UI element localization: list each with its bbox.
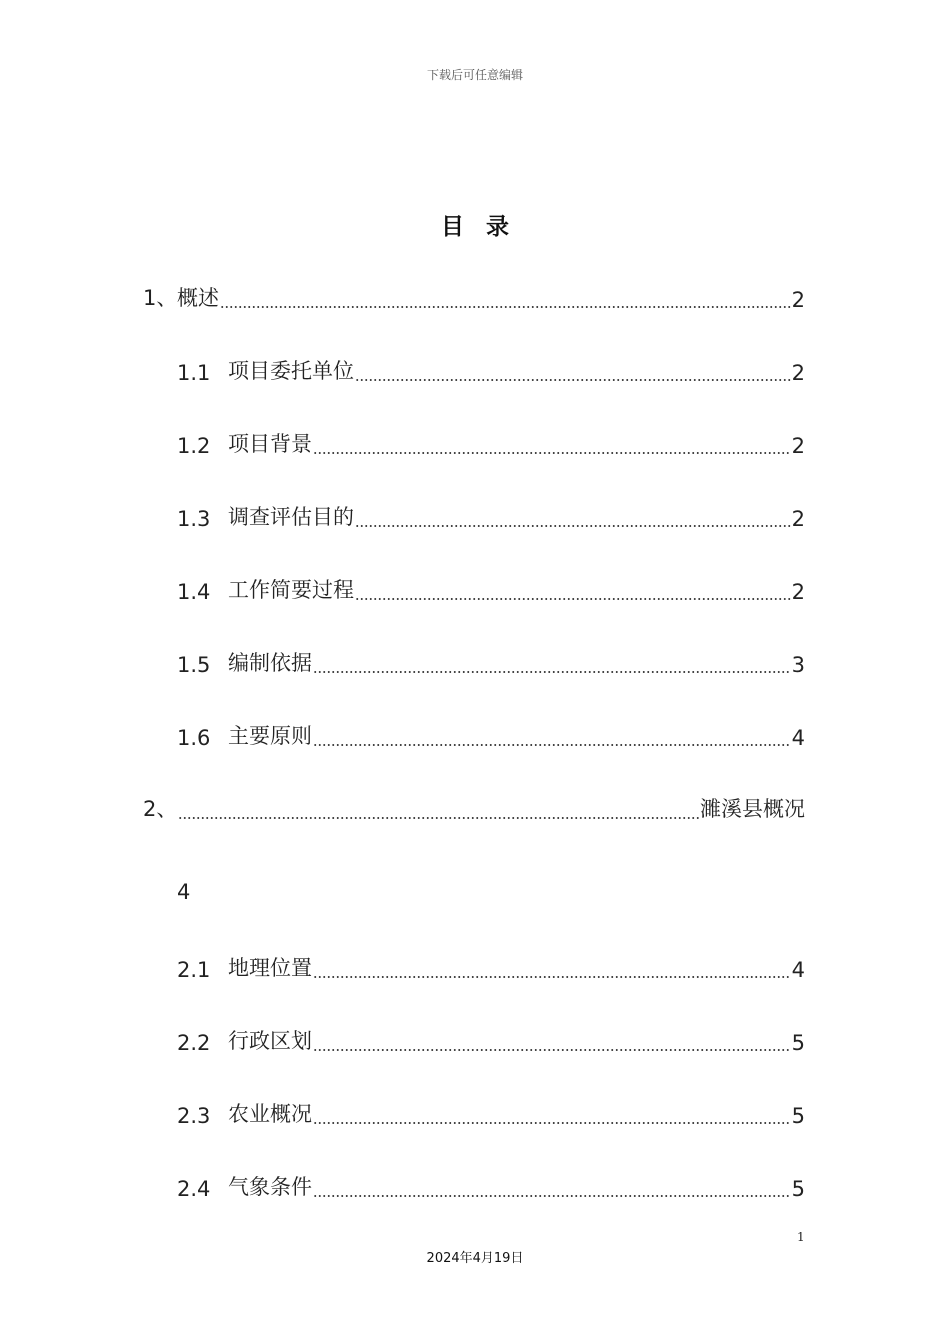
toc-entry-title: 编制依据 xyxy=(228,651,312,675)
toc-entry-page: 5 xyxy=(791,1104,805,1128)
dot-leader xyxy=(355,504,791,528)
toc-entry-title: 工作简要过程 xyxy=(228,578,354,602)
toc-entry-title: 概述 xyxy=(177,286,219,310)
dot-leader xyxy=(313,1028,791,1052)
toc-entry-number: 2.2 xyxy=(177,1031,211,1055)
toc-entry-title: 濉溪县概况 xyxy=(700,797,805,821)
toc-entry-page: 2 xyxy=(791,361,805,385)
dot-leader xyxy=(313,650,791,674)
toc-entry-number: 1.6 xyxy=(177,726,211,750)
dot-leader xyxy=(313,1101,791,1125)
toc-entry-page: 2 xyxy=(791,434,805,458)
toc-entry[interactable] xyxy=(177,428,805,458)
toc-entry-number: 1、 xyxy=(143,286,178,310)
toc-entry-number: 2、 xyxy=(143,797,178,821)
dot-leader xyxy=(355,577,791,601)
toc-entry[interactable] xyxy=(177,952,805,982)
toc-entry-page: 4 xyxy=(791,726,805,750)
dot-leader xyxy=(313,723,791,747)
toc-entry-page: 2 xyxy=(791,288,805,312)
dot-leader xyxy=(313,955,791,979)
toc-entry-title: 气象条件 xyxy=(228,1175,312,1199)
toc-entry-page: 4 xyxy=(791,958,805,982)
toc-entry-number: 1.2 xyxy=(177,434,211,458)
toc-entry[interactable] xyxy=(177,720,805,750)
toc-entry-page: 5 xyxy=(791,1177,805,1201)
toc-entry[interactable] xyxy=(143,282,805,312)
toc-entry-page: 2 xyxy=(791,507,805,531)
toc-title xyxy=(0,208,950,241)
toc-entry[interactable] xyxy=(177,1171,805,1201)
dot-leader xyxy=(355,358,791,382)
header-note: 下载后可任意编辑 xyxy=(426,68,523,82)
toc-entry-title: 项目背景 xyxy=(228,432,312,456)
toc-entry-number: 1.3 xyxy=(177,507,211,531)
toc-entry-page: 3 xyxy=(791,653,805,677)
toc-entry-page: 2 xyxy=(791,580,805,604)
toc-entry-number: 1.5 xyxy=(177,653,211,677)
toc-entry[interactable] xyxy=(177,1025,805,1055)
dot-leader xyxy=(313,431,791,455)
toc-title-char: 录 xyxy=(486,214,509,240)
toc-entry-title: 主要原则 xyxy=(228,724,312,748)
toc-entry-number: 2.3 xyxy=(177,1104,211,1128)
dot-leader xyxy=(178,796,699,820)
page-number: 1 xyxy=(797,1230,805,1244)
toc-entry-title: 调查评估目的 xyxy=(228,505,354,529)
toc-entry-title: 行政区划 xyxy=(228,1029,312,1053)
toc-entry[interactable] xyxy=(177,647,805,677)
footer-date: 2024年4月19日 xyxy=(426,1251,524,1266)
toc-entry-number: 2.1 xyxy=(177,958,211,982)
toc-entry[interactable] xyxy=(177,501,805,531)
toc-entry-title: 农业概况 xyxy=(228,1102,312,1126)
toc-entry-page: 5 xyxy=(791,1031,805,1055)
toc-entry[interactable] xyxy=(143,793,805,823)
toc-entry-number: 2.4 xyxy=(177,1177,211,1201)
dot-leader xyxy=(220,285,791,309)
toc-entry-number: 1.1 xyxy=(177,361,211,385)
toc-entry-number: 1.4 xyxy=(177,580,211,604)
toc-entry-page: 4 xyxy=(177,880,191,904)
toc-title-char: 目 xyxy=(441,214,464,240)
toc-entry[interactable] xyxy=(177,355,805,385)
toc-entry-title: 地理位置 xyxy=(228,956,312,980)
toc-entry-title: 项目委托单位 xyxy=(228,359,354,383)
toc-entry[interactable] xyxy=(177,1098,805,1128)
toc-entry[interactable] xyxy=(177,574,805,604)
dot-leader xyxy=(313,1174,791,1198)
